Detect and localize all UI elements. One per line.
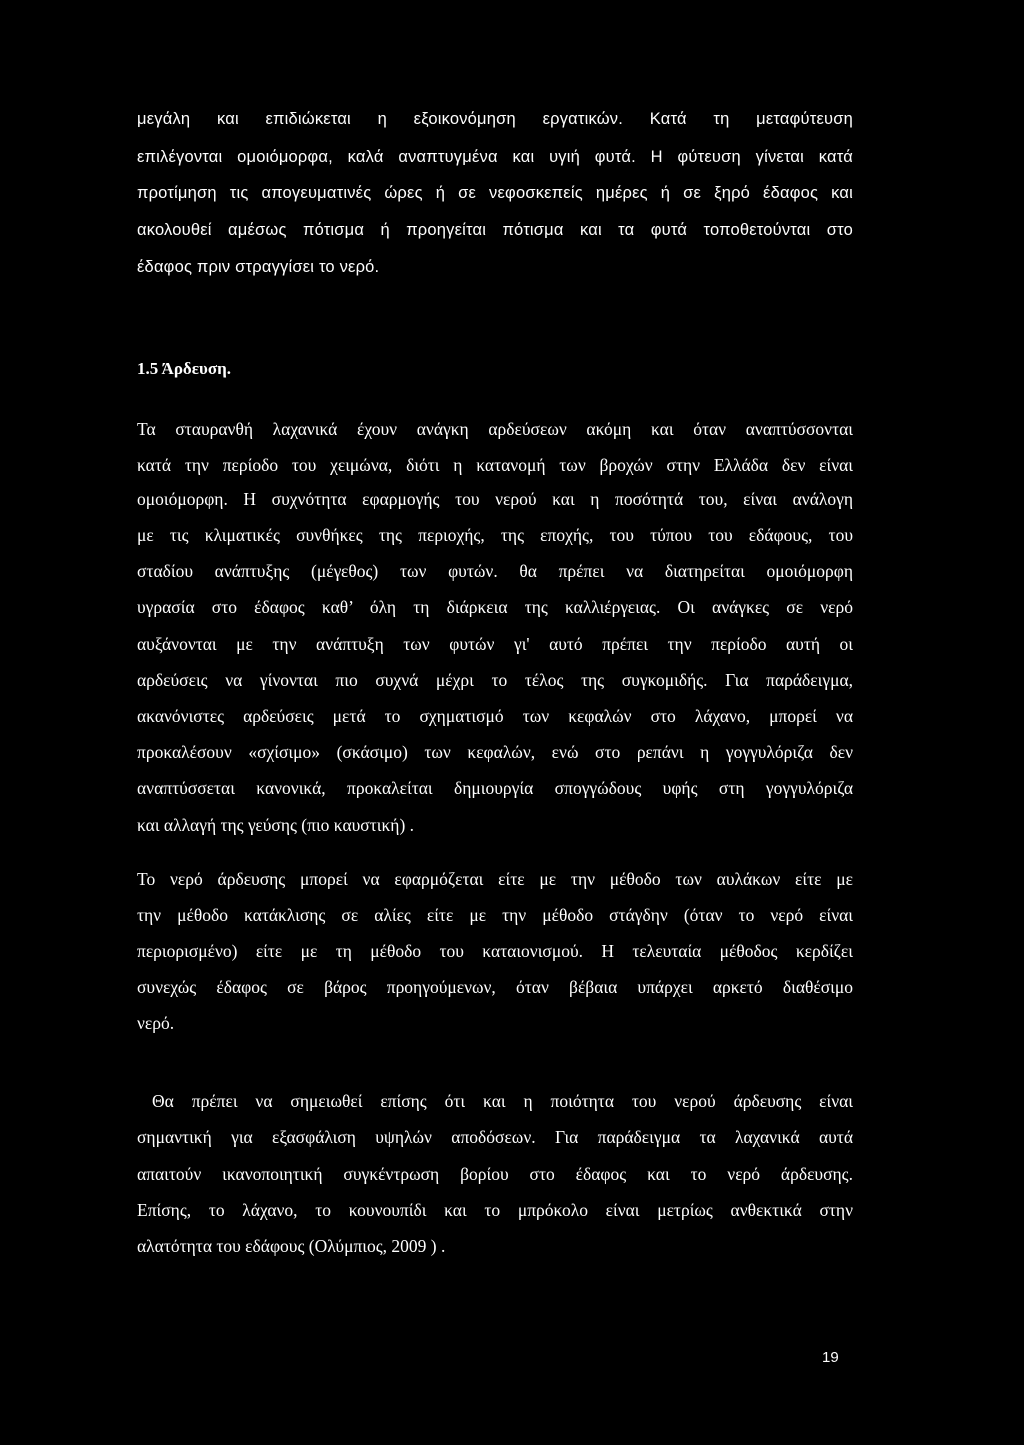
text-line: μεγάλη και επιδιώκεται η εξοικονόμηση εργατικών. Κατά τη μεταφύτευση xyxy=(137,110,853,128)
text-line: προκαλέσουν «σχίσιμο» (σκάσιμο) των κεφαλών, ενώ στο ρεπάνι η γογγυλόριζα δεν xyxy=(137,742,853,762)
text-line: αυξάνονται με την ανάπτυξη των φυτών γι' αυτό πρέπει την περίοδο αυτή οι xyxy=(137,634,853,654)
page-number: 19 xyxy=(822,1349,839,1366)
text-line: ακανόνιστες αρδεύσεις μετά το σχηματισμό των κεφαλών στο λάχανο, μπορεί να xyxy=(137,706,853,726)
text-line: με τις κλιματικές συνθήκες της περιοχής, της εποχής, του τύπου του εδάφους, του xyxy=(137,525,853,545)
text-line: απαιτούν ικανοποιητική συγκέντρωση βορίου στο έδαφος και το νερό άρδευσης. xyxy=(137,1164,853,1184)
text-line: ομοιόμορφη. Η συχνότητα εφαρμογής του νερού και η ποσότητά του, είναι ανάλογη xyxy=(137,489,853,509)
text-line: σταδίου ανάπτυξης (μέγεθος) των φυτών. θα πρέπει να διατηρείται ομοιόμορφη xyxy=(137,561,853,581)
text-line: περιορισμένο) είτε με τη μέθοδο του καταιονισμού. Η τελευταία μέθοδος κερδίζει xyxy=(137,941,853,961)
text-line: Επίσης, το λάχανο, το κουνουπίδι και το μπρόκολο είναι μετρίως ανθεκτικά στην xyxy=(137,1200,853,1220)
text-line: ακολουθεί αμέσως πότισμα ή προηγείται πότισμα και τα φυτά τοποθετούνται στο xyxy=(137,221,853,239)
text-line: συνεχώς έδαφος σε βάρος προηγούμενων, όταν βέβαια υπάρχει αρκετό διαθέσιμο xyxy=(137,977,853,997)
text-line: και αλλαγή της γεύσης (πιο καυστική) . xyxy=(137,815,415,835)
text-line: νερό. xyxy=(137,1013,175,1033)
text-line: αρδεύσεις να γίνονται πιο συχνά μέχρι το τέλος της συγκομιδής. Για παράδειγμα, xyxy=(137,670,853,690)
text-line: Το νερό άρδευσης μπορεί να εφαρμόζεται είτε με την μέθοδο των αυλάκων είτε με xyxy=(137,869,853,889)
text-line: την μέθοδο κατάκλισης σε αλίες είτε με την μέθοδο στάγδην (όταν το νερό είναι xyxy=(137,905,853,925)
text-line: Θα πρέπει να σημειωθεί επίσης ότι και η ποιότητα του νερού άρδευσης είναι xyxy=(152,1091,853,1111)
text-line: αλατότητα του εδάφους (Ολύμπιος, 2009 ) . xyxy=(137,1236,446,1256)
text-line: επιλέγονται ομοιόμορφα, καλά αναπτυγμένα και υγιή φυτά. Η φύτευση γίνεται κατά xyxy=(137,148,853,166)
text-line: Τα σταυρανθή λαχανικά έχουν ανάγκη αρδεύσεων ακόμη και όταν αναπτύσσονται xyxy=(137,419,853,439)
text-line: προτίμηση τις απογευματινές ώρες ή σε νεφοσκεπείς ημέρες ή σε ξηρό έδαφος και xyxy=(137,184,853,202)
section-heading: 1.5 Άρδευση. xyxy=(137,359,231,378)
text-line: υγρασία στο έδαφος καθ’ όλη τη διάρκεια της καλλιέργειας. Οι ανάγκες σε νερό xyxy=(137,597,853,617)
text-line: σημαντική για εξασφάλιση υψηλών αποδόσεων. Για παράδειγμα τα λαχανικά αυτά xyxy=(137,1127,853,1147)
text-line: έδαφος πριν στραγγίσει το νερό. xyxy=(137,258,380,276)
text-line: κατά την περίοδο του χειμώνα, διότι η κατανομή των βροχών στην Ελλάδα δεν είναι xyxy=(137,455,853,475)
text-line: αναπτύσσεται κανονικά, προκαλείται δημιουργία σπογγώδους υφής στη γογγυλόριζα xyxy=(137,778,853,798)
